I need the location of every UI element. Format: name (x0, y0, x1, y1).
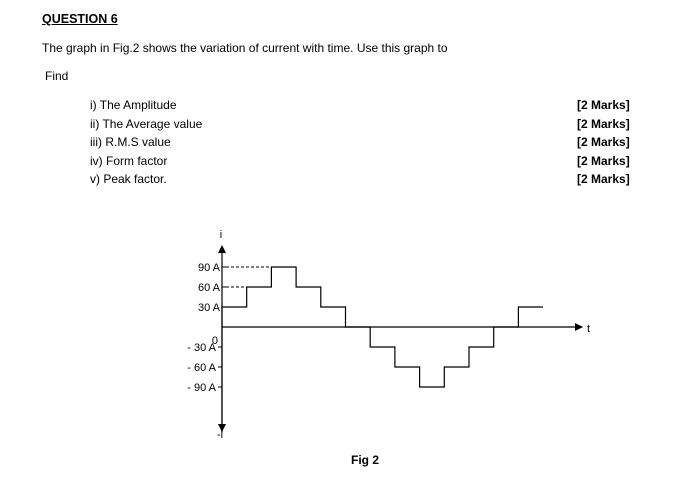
y-tick-label: - 30 A (187, 342, 216, 354)
figure-caption: Fig 2 (351, 453, 380, 467)
origin-label: 0 (211, 335, 218, 347)
neg-i-axis-label: -i (216, 429, 224, 441)
graph-labels (212, 229, 590, 441)
marks-label: [2 Marks] (577, 98, 630, 112)
question-part: v) Peak factor. (90, 172, 167, 187)
t-axis-label: t (587, 323, 591, 335)
y-tick-label: - 90 A (187, 382, 216, 394)
marks-label: [2 Marks] (577, 153, 630, 168)
axes (218, 246, 582, 432)
question-part: iii) R.M.S value (90, 135, 171, 150)
y-ticks (187, 262, 226, 394)
y-tick-label: 90 A (197, 262, 220, 274)
y-tick-label: 60 A (197, 282, 220, 294)
y-tick-label: 30 A (197, 302, 220, 314)
marks-label: [2 Marks] (577, 116, 630, 131)
marks-label: [2 Marks] (577, 172, 630, 187)
question-heading: QUESTION 6 (42, 12, 118, 26)
question-part: ii) The Average value (90, 116, 203, 131)
question-part: i) The Amplitude (90, 98, 177, 112)
marks-label: [2 Marks] (577, 135, 630, 150)
find-label: Find (45, 69, 69, 83)
question-part: iv) Form factor (90, 153, 168, 168)
i-axis-label: i (219, 229, 223, 241)
question-intro: The graph in Fig.2 shows the variation of current with time. Use this graph to (42, 41, 448, 55)
y-tick-label: - 60 A (187, 362, 216, 374)
